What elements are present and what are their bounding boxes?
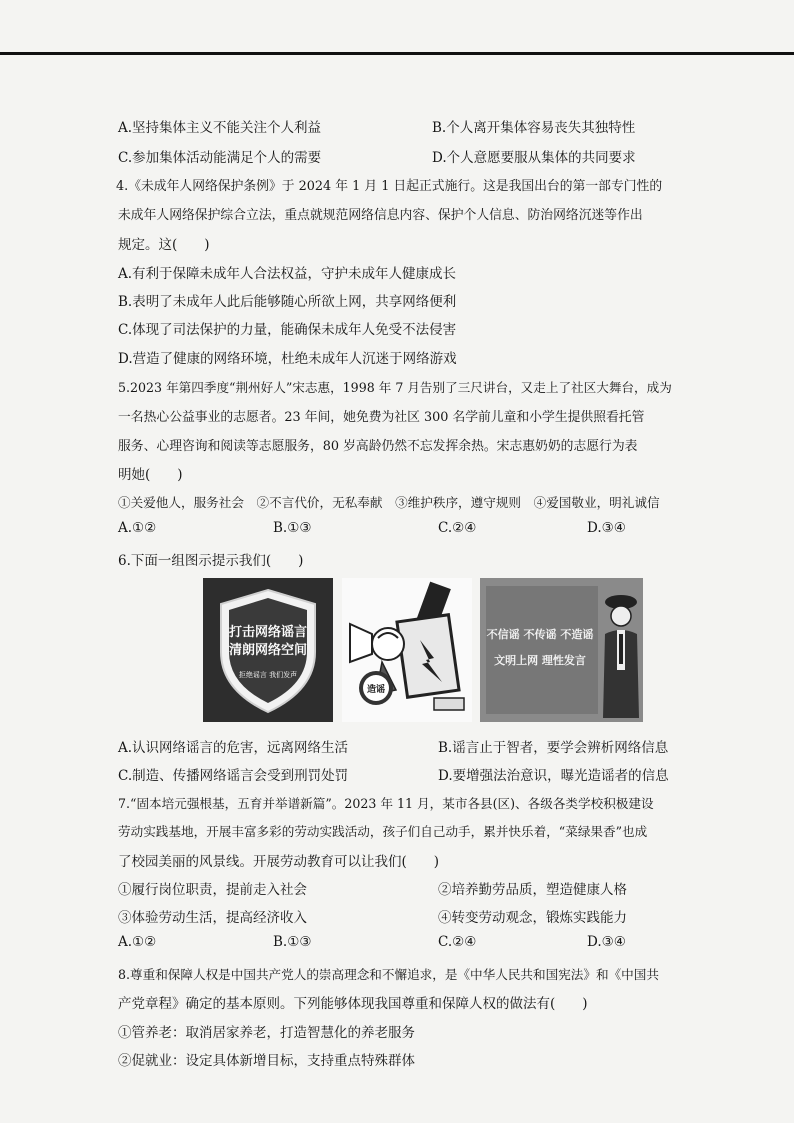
q5-stem-line-3: 服务、心理咨询和阅读等志愿服务，80 岁高龄仍然不忘发挥余热。宋志惠奶奶的志愿行为表: [118, 439, 638, 454]
q7-choice-b: B.①③: [273, 934, 312, 950]
q4-option-c: C.体现了司法保护的力量，能确保未成年人免受不法侵害: [118, 322, 457, 338]
q4-option-b: B.表明了未成年人此后能够随心所欲上网，共享网络便利: [118, 294, 457, 310]
q3-option-d: D.个人意愿要服从集体的共同要求: [432, 150, 636, 166]
q8-stem-line-1: 8.尊重和保障人权是中国共产党人的崇高理念和不懈追求，是《中华人民共和国宪法》和《中国共: [118, 967, 659, 982]
q6-option-c: C.制造、传播网络谣言会受到刑罚处罚: [118, 768, 349, 784]
q7-stem-line-2: 劳动实践基地，开展丰富多彩的劳动实践活动，孩子们自己动手，累并快乐着，“菜绿果香”也成: [118, 824, 648, 839]
q5-items: ①关爱他人，服务社会 ②不言代价，无私奉献 ③维护秩序，遵守规则 ④爱国敬业，明礼诚信: [118, 495, 660, 510]
poster-anti-rumor-shield: [203, 578, 333, 722]
q4-stem-line-1: 4.《未成年人网络保护条例》于 2024 年 1 月 1 日起正式施行。这是我国出台的第一部专门性的: [116, 179, 663, 194]
q4-stem-line-2: 未成年人网络保护综合立法，重点就规范网络信息内容、保护个人信息、防治网络沉迷等作出: [118, 208, 643, 223]
poster-cartoon-megaphone: [342, 578, 472, 722]
q6-stem: 6.下面一组图示提示我们( ): [118, 553, 304, 569]
q5-choice-b: B.①③: [273, 520, 312, 536]
poster1-small-text: 拒绝谣言 我们发声: [238, 671, 298, 679]
q6-option-d: D.要增强法治意识，曝光造谣者的信息: [438, 768, 669, 784]
q5-stem-line-4: 明她( ): [118, 467, 183, 483]
poster3-line-1: 不信谣 不传谣 不造谣: [486, 628, 594, 641]
q7-item-4: ④转变劳动观念，锻炼实践能力: [438, 910, 627, 926]
q7-stem-line-3: 了校园美丽的风景线。开展劳动教育可以让我们( ): [118, 854, 440, 870]
q4-option-a: A.有利于保障未成年人合法权益，守护未成年人健康成长: [118, 266, 457, 282]
q5-stem-line-2: 一名热心公益事业的志愿者。23 年间，她免费为社区 300 名学前儿童和小学生提供照看托管: [118, 410, 645, 425]
q5-choice-d: D.③④: [587, 520, 626, 536]
q3-option-c: C.参加集体活动能满足个人的需要: [118, 150, 322, 166]
police-officer-icon: [599, 578, 643, 722]
q4-option-d: D.营造了健康的网络环境，杜绝未成年人沉迷于网络游戏: [118, 351, 457, 367]
q4-stem-line-3: 规定。这( ): [118, 237, 210, 253]
poster3-line-2: 文明上网 理性发言: [494, 654, 586, 667]
q7-item-2: ②培养勤劳品质，塑造健康人格: [438, 882, 627, 898]
cartoon-illustration: [342, 578, 472, 722]
q7-choice-c: C.②④: [438, 934, 477, 950]
q7-stem-line-1: 7.“固本培元强根基，五育并举谱新篇”。2023 年 11 月，某市各县(区)、各级各类学校积极建设: [118, 796, 654, 811]
q6-option-b: B.谣言止于智者，要学会辨析网络信息: [438, 740, 669, 756]
poster2-badge: 造谣: [366, 685, 385, 695]
q3-option-b: B.个人离开集体容易丧失其独特性: [432, 120, 636, 136]
q5-stem-line-1: 5.2023 年第四季度“荆州好人”宋志惠，1998 年 7 月告别了三尺讲台，又走上了社区大舞台，成为: [118, 380, 672, 395]
q8-item-1: ①管养老：取消居家养老，打造智慧化的养老服务: [118, 1025, 415, 1041]
q7-item-1: ①履行岗位职责，提前走入社会: [118, 882, 307, 898]
poster1-line-2: 清朗网络空间: [228, 643, 307, 658]
q3-option-a: A.坚持集体主义不能关注个人利益: [118, 120, 322, 136]
q8-stem-line-2: 产党章程》确定的基本原则。下列能够体现我国尊重和保障人权的做法有( ): [118, 996, 588, 1012]
q7-choice-a: A.①②: [118, 934, 157, 950]
q8-item-2: ②促就业：设定具体新增目标，支持重点特殊群体: [118, 1053, 415, 1069]
q5-choice-c: C.②④: [438, 520, 477, 536]
poster1-line-1: 打击网络谣言: [228, 625, 307, 640]
page-top-border: [0, 52, 794, 55]
q7-item-3: ③体验劳动生活，提高经济收入: [118, 910, 307, 926]
q7-choice-d: D.③④: [587, 934, 626, 950]
q5-choice-a: A.①②: [118, 520, 157, 536]
poster-police-warning: [480, 578, 643, 722]
q6-option-a: A.认识网络谣言的危害，远离网络生活: [118, 740, 349, 756]
